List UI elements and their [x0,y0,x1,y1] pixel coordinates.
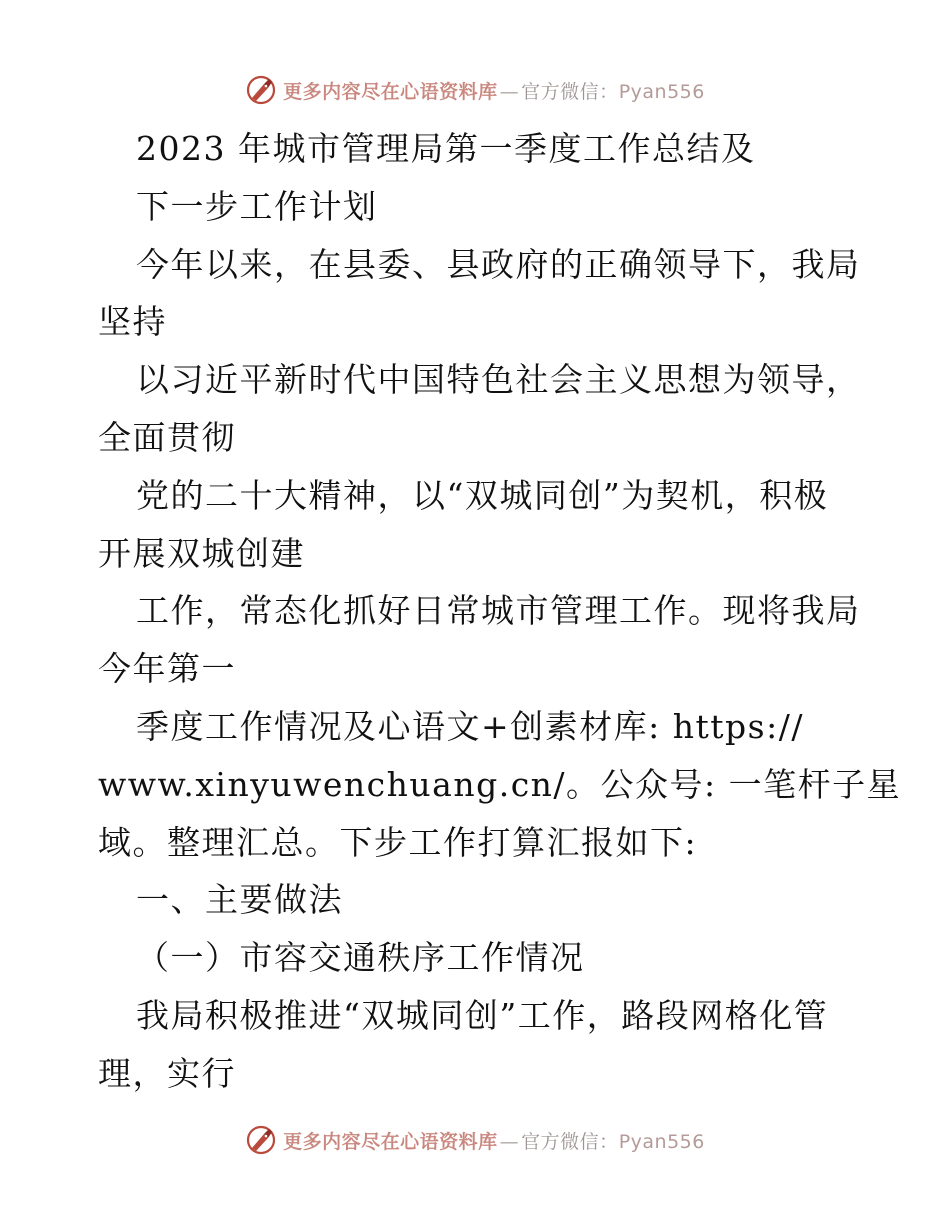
document-line: 以习近平新时代中国特色社会主义思想为领导， [136,360,861,400]
banner-dash: — [499,80,520,103]
document-line: 我局积极推进“双城同创”工作，路段网格化管 [136,995,829,1035]
banner-wechat-label: 官方微信： [521,1130,619,1153]
banner-text [283,1127,705,1154]
document-line: 2023 年城市管理局第一季度工作总结及 [136,129,756,168]
document-line: 理，实行 [98,1053,236,1093]
document-line: 党的二十大精神，以“双城同创”为契机，积极 [136,475,829,515]
fountain-pen-logo-icon [245,74,277,106]
banner-wechat-id: Pyan556 [618,1130,705,1153]
banner-wechat-label: 官方微信： [521,80,619,103]
document-line: 今年以来，在县委、县政府的正确领导下，我局 [136,244,861,284]
document-line: 一、主要做法 [136,880,343,920]
document-line: 域。整理汇总。下步工作打算汇报如下: [98,822,698,862]
banner-site-text: 更多内容尽在心语资料库 [283,80,498,103]
document-line: 今年第一 [98,649,236,689]
banner-site-text: 更多内容尽在心语资料库 [283,1130,498,1153]
document-line: 开展双城创建 [98,533,305,573]
document-line: （一）市容交通秩序工作情况 [136,938,585,978]
document-line: www.xinyuwenchuang.cn/。公众号: 一笔杆子星 [98,764,902,804]
document-line: 季度工作情况及心语文+创素材库: https:// [136,706,804,746]
document-line: 工作，常态化抓好日常城市管理工作。现将我局 [136,591,861,631]
banner-text [283,77,705,104]
fountain-pen-logo-icon [245,1124,277,1156]
document-line: 下一步工作计划 [136,186,378,226]
document-line: 坚持 [98,302,167,342]
banner-dash: — [499,1130,520,1153]
document-body [98,120,902,1103]
document-line: 全面贯彻 [98,417,236,457]
header-banner [0,70,950,110]
banner-wechat-id: Pyan556 [618,80,705,103]
footer-banner [0,1120,950,1160]
